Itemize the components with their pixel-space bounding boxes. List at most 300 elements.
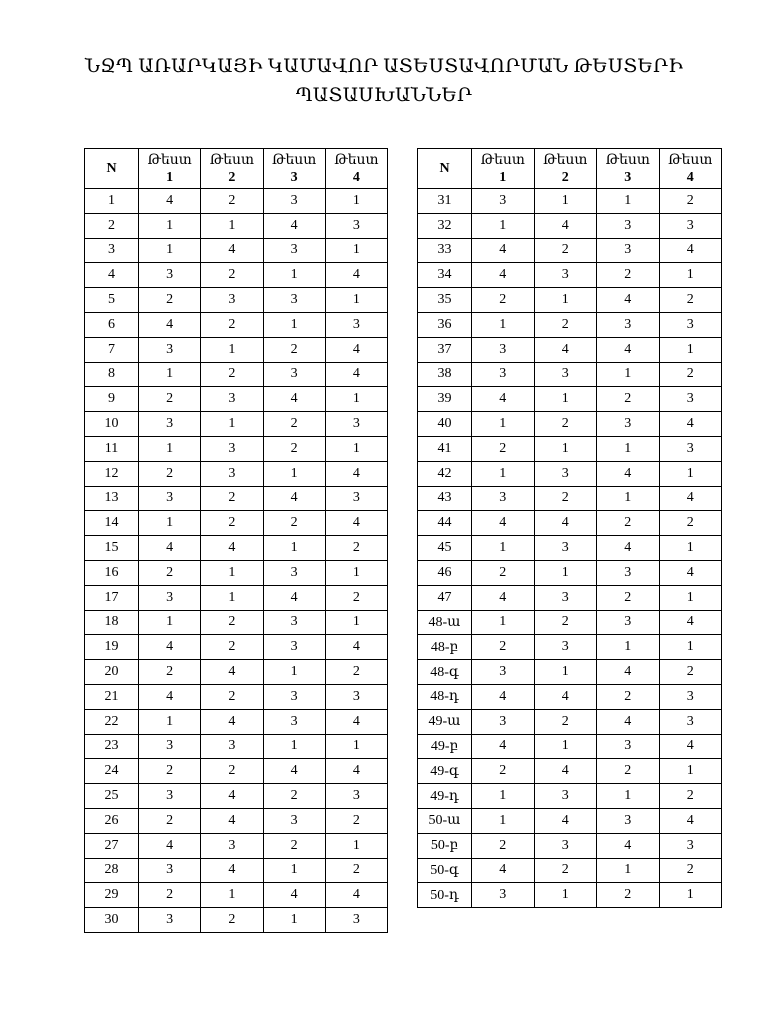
- header-test-number: 1: [499, 169, 507, 185]
- question-number-cell: 39: [418, 387, 472, 412]
- answer-cell: 2: [201, 486, 263, 511]
- table-header-row: [85, 149, 388, 189]
- answer-cell: 3: [263, 635, 325, 660]
- answer-cell: 4: [472, 238, 535, 263]
- table-row: [418, 585, 722, 610]
- answer-cell: 3: [597, 808, 660, 833]
- answer-cell: 3: [263, 189, 325, 214]
- answers-table-right: [417, 148, 722, 908]
- question-number-cell: 44: [418, 511, 472, 536]
- answer-cell: 2: [139, 560, 201, 585]
- answer-cell: 2: [263, 511, 325, 536]
- answer-cell: 3: [139, 486, 201, 511]
- answer-cell: 2: [201, 312, 263, 337]
- answer-cell: 2: [139, 759, 201, 784]
- answer-cell: 1: [659, 461, 722, 486]
- answer-cell: 4: [472, 511, 535, 536]
- question-number-cell: 17: [85, 585, 139, 610]
- answer-cell: 1: [472, 312, 535, 337]
- answer-cell: 4: [534, 511, 597, 536]
- answer-cell: 2: [325, 660, 387, 685]
- question-number-cell: 26: [85, 808, 139, 833]
- table-row: [85, 784, 388, 809]
- question-number-cell: 49-գ: [418, 759, 472, 784]
- answer-cell: 1: [263, 734, 325, 759]
- question-number-cell: 3: [85, 238, 139, 263]
- header-test-word: Թեստ: [147, 152, 192, 168]
- header-test-4: [325, 149, 387, 189]
- answer-cell: 4: [472, 387, 535, 412]
- answer-cell: 3: [263, 238, 325, 263]
- answer-cell: 1: [472, 536, 535, 561]
- question-number-cell: 38: [418, 362, 472, 387]
- table-row: [85, 734, 388, 759]
- answer-cell: 2: [139, 660, 201, 685]
- question-number-cell: 47: [418, 585, 472, 610]
- answer-cell: 3: [201, 833, 263, 858]
- answer-cell: 1: [659, 635, 722, 660]
- answer-cell: 1: [263, 263, 325, 288]
- table-row: [85, 536, 388, 561]
- table-row: [85, 189, 388, 214]
- table-row: [85, 560, 388, 585]
- answer-cell: 1: [263, 461, 325, 486]
- table-row: [418, 486, 722, 511]
- answer-cell: 3: [263, 709, 325, 734]
- question-number-cell: 48-ա: [418, 610, 472, 635]
- table-row: [85, 635, 388, 660]
- title-line-1: ՆՋՊ ԱՌԱՐԿԱՅԻ ԿԱՄԱՎՈՐ ԱՏԵՍՏԱՎՈՐՄԱՆ ԹԵՍՏԵՐԻ: [84, 56, 684, 77]
- answer-cell: 3: [263, 808, 325, 833]
- table-row: [85, 908, 388, 933]
- answer-cell: 3: [263, 610, 325, 635]
- answer-cell: 2: [201, 263, 263, 288]
- answer-cell: 2: [597, 263, 660, 288]
- answer-cell: 3: [263, 560, 325, 585]
- answer-cell: 2: [659, 511, 722, 536]
- answer-cell: 4: [325, 263, 387, 288]
- table-row: [418, 213, 722, 238]
- answer-cell: 3: [534, 536, 597, 561]
- answer-cell: 2: [139, 808, 201, 833]
- answer-cell: 2: [201, 189, 263, 214]
- answer-cell: 3: [659, 312, 722, 337]
- answer-cell: 3: [472, 883, 535, 908]
- answer-cell: 4: [139, 189, 201, 214]
- question-number-cell: 30: [85, 908, 139, 933]
- answer-cell: 2: [263, 784, 325, 809]
- table-row: [418, 784, 722, 809]
- question-number-cell: 28: [85, 858, 139, 883]
- answer-cell: 2: [201, 511, 263, 536]
- answer-cell: 3: [597, 734, 660, 759]
- answer-cell: 2: [325, 858, 387, 883]
- question-number-cell: 49-դ: [418, 784, 472, 809]
- header-test-1: [139, 149, 201, 189]
- answer-cell: 1: [139, 213, 201, 238]
- answer-cell: 2: [472, 288, 535, 313]
- answer-cell: 4: [325, 461, 387, 486]
- answer-cell: 3: [597, 238, 660, 263]
- answer-cell: 4: [325, 635, 387, 660]
- answer-cell: 1: [534, 734, 597, 759]
- question-number-cell: 24: [85, 759, 139, 784]
- header-test-word: Թեստ: [209, 152, 255, 168]
- answer-cell: 3: [263, 288, 325, 313]
- table-row: [418, 858, 722, 883]
- answer-cell: 4: [263, 759, 325, 784]
- answer-cell: 1: [325, 189, 387, 214]
- answer-cell: 3: [597, 560, 660, 585]
- question-number-cell: 31: [418, 189, 472, 214]
- table-row: [85, 337, 388, 362]
- question-number-cell: 50-բ: [418, 833, 472, 858]
- question-number-cell: 45: [418, 536, 472, 561]
- question-number-cell: 48-բ: [418, 635, 472, 660]
- answer-cell: 2: [201, 908, 263, 933]
- header-test-number: 3: [624, 169, 632, 185]
- answer-cell: 1: [201, 585, 263, 610]
- question-number-cell: 42: [418, 461, 472, 486]
- answer-cell: 2: [263, 412, 325, 437]
- answer-cell: 4: [534, 684, 597, 709]
- answer-cell: 1: [263, 858, 325, 883]
- answers-table-left-body: [85, 189, 388, 933]
- table-row: [418, 660, 722, 685]
- answer-cell: 4: [597, 337, 660, 362]
- answer-cell: 4: [325, 511, 387, 536]
- question-number-cell: 23: [85, 734, 139, 759]
- answer-cell: 4: [201, 709, 263, 734]
- answer-cell: 3: [139, 858, 201, 883]
- answer-cell: 3: [659, 833, 722, 858]
- answer-cell: 1: [659, 759, 722, 784]
- answer-cell: 4: [201, 858, 263, 883]
- header-test-1: [472, 149, 535, 189]
- page-title: [0, 52, 768, 110]
- answer-cell: 3: [659, 709, 722, 734]
- question-number-cell: 6: [85, 312, 139, 337]
- table-row: [418, 684, 722, 709]
- header-test-number: 2: [228, 169, 236, 185]
- answer-cell: 2: [659, 362, 722, 387]
- answer-cell: 1: [597, 486, 660, 511]
- question-number-cell: 22: [85, 709, 139, 734]
- answer-cell: 4: [325, 362, 387, 387]
- answer-cell: 4: [201, 784, 263, 809]
- header-test-word: Թեստ: [271, 152, 317, 168]
- table-row: [418, 461, 722, 486]
- table-row: [85, 288, 388, 313]
- answer-cell: 1: [263, 660, 325, 685]
- answer-cell: 1: [534, 387, 597, 412]
- table-row: [418, 288, 722, 313]
- question-number-cell: 13: [85, 486, 139, 511]
- answer-cell: 1: [201, 560, 263, 585]
- table-row: [85, 883, 388, 908]
- answer-cell: 1: [472, 213, 535, 238]
- answer-cell: 4: [201, 238, 263, 263]
- question-number-cell: 16: [85, 560, 139, 585]
- answer-cell: 4: [263, 883, 325, 908]
- answer-cell: 1: [263, 536, 325, 561]
- answer-cell: 1: [597, 362, 660, 387]
- table-row: [418, 635, 722, 660]
- answer-cell: 1: [472, 461, 535, 486]
- question-number-cell: 46: [418, 560, 472, 585]
- header-test-2: [201, 149, 263, 189]
- question-number-cell: 8: [85, 362, 139, 387]
- answer-cell: 2: [472, 436, 535, 461]
- table-row: [85, 660, 388, 685]
- answer-cell: 2: [597, 883, 660, 908]
- question-number-cell: 35: [418, 288, 472, 313]
- question-number-cell: 2: [85, 213, 139, 238]
- answer-cell: 4: [472, 858, 535, 883]
- answer-cell: 1: [139, 238, 201, 263]
- table-row: [85, 263, 388, 288]
- answer-cell: 2: [263, 833, 325, 858]
- answer-cell: 1: [534, 189, 597, 214]
- table-row: [85, 461, 388, 486]
- answer-cell: 1: [263, 312, 325, 337]
- answer-cell: 1: [597, 635, 660, 660]
- answer-cell: 1: [597, 189, 660, 214]
- answer-cell: 3: [472, 362, 535, 387]
- question-number-cell: 7: [85, 337, 139, 362]
- table-row: [85, 213, 388, 238]
- answer-cell: 4: [597, 709, 660, 734]
- table-row: [418, 808, 722, 833]
- table-row: [85, 858, 388, 883]
- answer-cell: 3: [325, 412, 387, 437]
- table-row: [85, 387, 388, 412]
- question-number-cell: 48-գ: [418, 660, 472, 685]
- answer-cell: 3: [534, 833, 597, 858]
- answer-cell: 4: [139, 833, 201, 858]
- table-row: [85, 833, 388, 858]
- answer-cell: 2: [201, 635, 263, 660]
- answer-cell: 4: [263, 387, 325, 412]
- answer-cell: 2: [534, 486, 597, 511]
- answer-cell: 2: [597, 387, 660, 412]
- answer-cell: 1: [472, 610, 535, 635]
- answer-cell: 1: [472, 412, 535, 437]
- answer-cell: 3: [659, 436, 722, 461]
- header-test-number: 1: [166, 169, 174, 185]
- answer-cell: 2: [139, 387, 201, 412]
- question-number-cell: 50-ա: [418, 808, 472, 833]
- header-test-number: 4: [686, 169, 694, 185]
- answer-cell: 1: [201, 412, 263, 437]
- answer-cell: 2: [263, 436, 325, 461]
- answer-cell: 3: [597, 412, 660, 437]
- question-number-cell: 20: [85, 660, 139, 685]
- answer-cell: 4: [139, 312, 201, 337]
- answer-cell: 2: [139, 288, 201, 313]
- question-number-cell: 27: [85, 833, 139, 858]
- answer-cell: 1: [534, 288, 597, 313]
- answer-cell: 4: [534, 337, 597, 362]
- question-number-cell: 40: [418, 412, 472, 437]
- answer-cell: 1: [139, 610, 201, 635]
- answer-cell: 3: [534, 461, 597, 486]
- answer-cell: 2: [534, 238, 597, 263]
- answer-cell: 4: [263, 213, 325, 238]
- answer-cell: 1: [325, 560, 387, 585]
- answer-cell: 4: [472, 734, 535, 759]
- answer-cell: 1: [534, 436, 597, 461]
- answer-cell: 3: [263, 362, 325, 387]
- answer-cell: 1: [201, 337, 263, 362]
- answer-cell: 3: [534, 263, 597, 288]
- table-row: [85, 362, 388, 387]
- answer-cell: 3: [534, 635, 597, 660]
- answer-cell: 2: [139, 883, 201, 908]
- table-row: [418, 387, 722, 412]
- answer-cell: 2: [472, 560, 535, 585]
- header-test-2: [534, 149, 597, 189]
- table-row: [418, 833, 722, 858]
- answer-cell: 1: [139, 511, 201, 536]
- table-row: [418, 263, 722, 288]
- table-row: [418, 362, 722, 387]
- answer-cell: 3: [597, 312, 660, 337]
- answer-cell: 1: [534, 660, 597, 685]
- table-row: [85, 511, 388, 536]
- answer-cell: 3: [472, 486, 535, 511]
- answer-cell: 3: [325, 684, 387, 709]
- answer-cell: 2: [201, 362, 263, 387]
- answer-cell: 2: [659, 189, 722, 214]
- answer-cell: 1: [325, 833, 387, 858]
- answer-cell: 1: [139, 436, 201, 461]
- answer-cell: 4: [659, 808, 722, 833]
- answer-cell: 4: [263, 585, 325, 610]
- answer-cell: 2: [201, 610, 263, 635]
- table-row: [85, 759, 388, 784]
- table-row: [85, 709, 388, 734]
- answer-cell: 3: [597, 610, 660, 635]
- answer-cell: 4: [263, 486, 325, 511]
- header-test-4: [659, 149, 722, 189]
- answer-cell: 4: [659, 610, 722, 635]
- table-row: [418, 759, 722, 784]
- answer-cell: 4: [201, 660, 263, 685]
- question-number-cell: 32: [418, 213, 472, 238]
- answer-cell: 4: [325, 759, 387, 784]
- answer-cell: 1: [659, 536, 722, 561]
- table-row: [418, 412, 722, 437]
- answer-cell: 2: [325, 585, 387, 610]
- answer-cell: 3: [201, 734, 263, 759]
- table-row: [418, 734, 722, 759]
- answer-cell: 3: [534, 362, 597, 387]
- answer-cell: 4: [472, 263, 535, 288]
- header-n: N: [418, 149, 472, 189]
- answer-cell: 2: [534, 858, 597, 883]
- table-row: [418, 337, 722, 362]
- question-number-cell: 11: [85, 436, 139, 461]
- answer-cell: 1: [201, 213, 263, 238]
- question-number-cell: 25: [85, 784, 139, 809]
- table-row: [85, 610, 388, 635]
- answer-cell: 3: [139, 908, 201, 933]
- answer-cell: 3: [201, 288, 263, 313]
- answer-cell: 1: [597, 784, 660, 809]
- table-row: [85, 312, 388, 337]
- answer-cell: 3: [659, 213, 722, 238]
- answer-cell: 4: [325, 337, 387, 362]
- question-number-cell: 34: [418, 263, 472, 288]
- answer-cell: 1: [534, 883, 597, 908]
- answer-cell: 1: [659, 337, 722, 362]
- question-number-cell: 12: [85, 461, 139, 486]
- answer-cell: 3: [139, 263, 201, 288]
- answer-cell: 2: [659, 858, 722, 883]
- answer-cell: 1: [659, 585, 722, 610]
- answer-cell: 2: [472, 759, 535, 784]
- answer-cell: 2: [201, 759, 263, 784]
- answer-cell: 2: [534, 412, 597, 437]
- header-test-word: Թեստ: [605, 152, 650, 168]
- answer-cell: 2: [534, 610, 597, 635]
- table-row: [418, 610, 722, 635]
- answer-cell: 1: [325, 288, 387, 313]
- answer-cell: 2: [597, 511, 660, 536]
- table-row: [418, 536, 722, 561]
- answer-cell: 3: [597, 213, 660, 238]
- answer-cell: 4: [534, 759, 597, 784]
- answer-cell: 4: [325, 883, 387, 908]
- question-number-cell: 14: [85, 511, 139, 536]
- answer-cell: 3: [139, 412, 201, 437]
- answer-cell: 3: [534, 585, 597, 610]
- answer-cell: 3: [472, 660, 535, 685]
- answer-cell: 4: [139, 536, 201, 561]
- question-number-cell: 19: [85, 635, 139, 660]
- answer-cell: 1: [534, 560, 597, 585]
- question-number-cell: 50-դ: [418, 883, 472, 908]
- answer-cell: 4: [139, 635, 201, 660]
- answer-cell: 1: [139, 709, 201, 734]
- table-row: [418, 189, 722, 214]
- table-header-row: [418, 149, 722, 189]
- answer-cell: 4: [659, 238, 722, 263]
- header-test-word: Թեստ: [334, 152, 379, 168]
- question-number-cell: 48-դ: [418, 684, 472, 709]
- answer-cell: 4: [597, 660, 660, 685]
- answer-cell: 4: [201, 536, 263, 561]
- answer-cell: 1: [263, 908, 325, 933]
- answer-cell: 3: [472, 337, 535, 362]
- answer-cell: 1: [472, 808, 535, 833]
- answers-table-right-body: [418, 189, 722, 908]
- question-number-cell: 10: [85, 412, 139, 437]
- header-test-word: Թեստ: [480, 152, 525, 168]
- table-row: [418, 436, 722, 461]
- header-test-3: [597, 149, 660, 189]
- answer-cell: 2: [139, 461, 201, 486]
- answer-cell: 2: [325, 808, 387, 833]
- question-number-cell: 9: [85, 387, 139, 412]
- question-number-cell: 41: [418, 436, 472, 461]
- answer-cell: 1: [201, 883, 263, 908]
- title-line-2: ՊԱՏԱՍԽԱՆՆԵՐ: [295, 85, 473, 106]
- question-number-cell: 49-բ: [418, 734, 472, 759]
- answer-cell: 2: [659, 784, 722, 809]
- answer-cell: 1: [659, 883, 722, 908]
